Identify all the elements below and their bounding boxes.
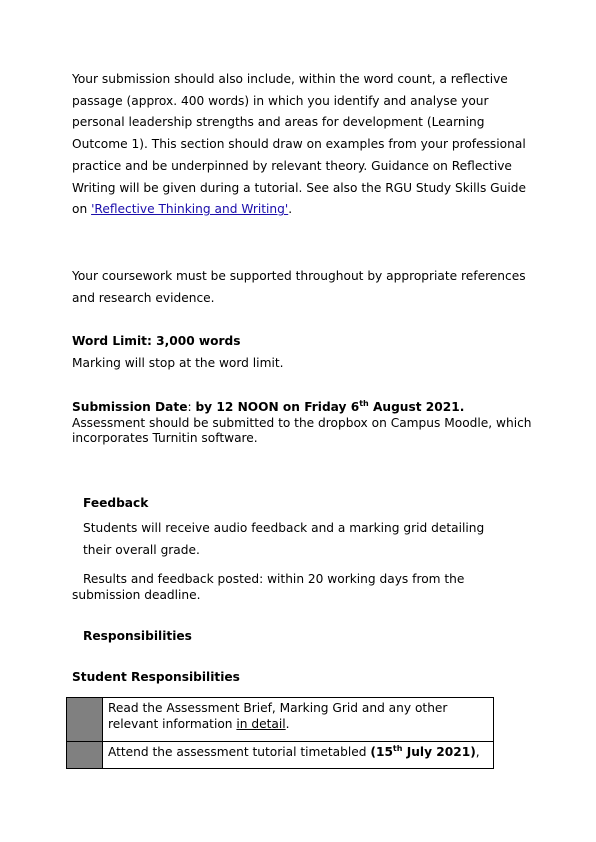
row2-date-prefix: (15 [370,745,393,759]
reflective-end: . [288,202,293,217]
word-limit-heading-text: Word Limit: 3,000 words [72,334,241,348]
reflective-paragraph [72,69,532,221]
row2-date-suffix: July 2021) [402,745,476,759]
row1-end: . [285,716,290,731]
responsibilities-heading-text: Responsibilities [83,629,192,643]
row1-text: Read the Assessment Brief, Marking Grid and any other relevant information [108,701,448,731]
submission-instructions: Assessment should be submitted to the dropbox on Campus Moodle, which incorporates Turnitin software. [72,415,532,445]
row-marker-cell [67,698,103,742]
student-responsibilities-heading-text: Student Responsibilities [72,670,240,684]
reflective-thinking-link[interactable]: 'Reflective Thinking and Writing' [91,202,289,217]
submission-date-prefix: by 12 NOON on Friday 6 [195,400,360,414]
row2-end: , [475,745,480,759]
submission-date-value [195,400,464,414]
feedback-heading-text: Feedback [83,496,149,510]
results-text: Results and feedback posted: within 20 working days from the submission deadline. [72,572,465,602]
feedback-text: Students will receive audio feedback and a marking grid detailing their overall grade. [83,521,485,557]
responsibilities-heading [83,629,543,644]
student-responsibilities-table [66,697,494,769]
submission-colon: : [187,400,192,414]
student-responsibilities-heading [72,670,532,685]
row-text-cell [103,742,494,769]
submission-date-sup: th [359,399,369,408]
submission-date-suffix: August 2021. [368,400,465,414]
table-row [67,698,494,742]
submission-label: Submission Date [72,400,188,414]
coursework-paragraph: Your coursework must be supported throughout by appropriate references and research evidence. [72,269,526,305]
reflective-text: Your submission should also include, within the word count, a reflective passage (approx. 400 words) in which you identify and analyse your personal leadership strengths and areas for development (Learning Outcome 1). This section should draw on examples from your professional practice and be underpinned by relevant theory. Guidance on Reflective Writing will be given during a tutorial. See also the RGU Study Skills Guide on [72,72,526,217]
row2-date-sup: th [392,744,403,753]
row-marker-cell [67,742,103,769]
table-row [67,742,494,769]
word-limit-note: Marking will stop at the word limit. [72,356,284,370]
row2-text: Attend the assessment tutorial timetabled [108,745,371,759]
submission-date [72,400,532,447]
row2-date [370,745,475,759]
word-limit-heading [72,334,532,349]
feedback-heading [83,496,543,511]
row-text-cell [103,698,494,742]
row1-underlined: in detail [236,716,286,731]
